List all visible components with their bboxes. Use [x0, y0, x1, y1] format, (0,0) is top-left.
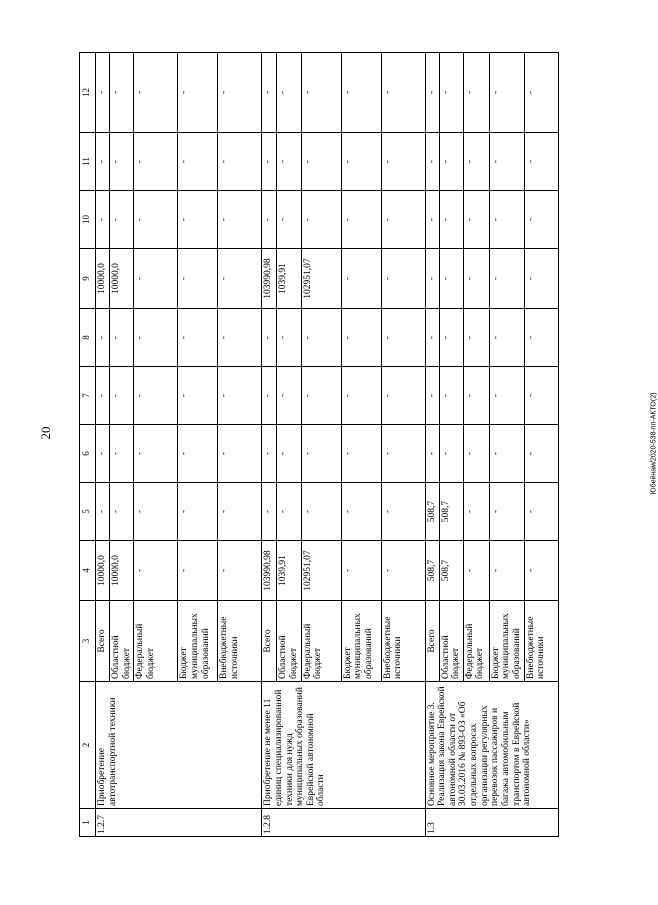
- amount-cell: -: [381, 191, 425, 249]
- funding-source: Областной бюджет: [110, 601, 134, 682]
- amount-cell: -: [134, 425, 178, 483]
- amount-cell: -: [439, 249, 463, 309]
- amount-cell: -: [262, 425, 277, 483]
- document-footer-code: Юбейнам/2020-538-пп-АКТО(2): [650, 392, 658, 495]
- funding-source: Федеральный бюджет: [134, 601, 178, 682]
- amount-cell: -: [110, 53, 134, 133]
- amount-cell: -: [439, 309, 463, 367]
- amount-cell: 103990,98: [262, 249, 277, 309]
- amount-cell: -: [524, 309, 558, 367]
- amount-cell: -: [301, 133, 341, 191]
- amount-cell: 102951,07: [301, 249, 341, 309]
- amount-cell: -: [439, 133, 463, 191]
- amount-cell: -: [425, 249, 439, 309]
- column-header: 1: [80, 809, 96, 837]
- table-row: [96, 53, 110, 837]
- amount-cell: -: [463, 53, 489, 133]
- amount-cell: 10000,0: [96, 541, 110, 601]
- amount-cell: -: [425, 133, 439, 191]
- amount-cell: -: [277, 309, 301, 367]
- amount-cell: -: [218, 425, 262, 483]
- rotated-table-area: [79, 53, 583, 837]
- funding-source: Бюджет муниципальных образований: [341, 601, 381, 682]
- amount-cell: -: [301, 191, 341, 249]
- amount-cell: -: [341, 249, 381, 309]
- amount-cell: -: [262, 53, 277, 133]
- amount-cell: -: [463, 367, 489, 425]
- item-name: Основное мероприятие 3. Реализация закона Еврейской автономной области от 30.03.2016 № 893-ОЗ «Об отдельных вопросах организации регулярных перевозок пассажиров и багажа автомобильным транспортом в Еврейской автономной области»: [425, 682, 558, 809]
- funding-source: Всего: [262, 601, 277, 682]
- amount-cell: -: [301, 309, 341, 367]
- amount-cell: -: [178, 133, 218, 191]
- table-row: [262, 53, 277, 837]
- amount-cell: -: [262, 483, 277, 541]
- column-header: 5: [80, 483, 96, 541]
- column-header: 11: [80, 133, 96, 191]
- amount-cell: -: [381, 483, 425, 541]
- amount-cell: -: [489, 133, 524, 191]
- amount-cell: -: [439, 53, 463, 133]
- amount-cell: 508,7: [425, 541, 439, 601]
- amount-cell: -: [262, 133, 277, 191]
- amount-cell: 10000,0: [96, 249, 110, 309]
- amount-cell: -: [96, 309, 110, 367]
- column-header: 7: [80, 367, 96, 425]
- item-name: Приобретение не менее 11 единиц специализированной техники для нужд муниципальных образований Еврейской автономной области: [262, 682, 425, 809]
- amount-cell: 1039,91: [277, 249, 301, 309]
- amount-cell: 508,7: [439, 541, 463, 601]
- column-header: 4: [80, 541, 96, 601]
- amount-cell: -: [277, 53, 301, 133]
- amount-cell: -: [178, 309, 218, 367]
- amount-cell: -: [524, 191, 558, 249]
- column-header: 10: [80, 191, 96, 249]
- amount-cell: -: [110, 133, 134, 191]
- column-header: 8: [80, 309, 96, 367]
- amount-cell: -: [218, 367, 262, 425]
- amount-cell: -: [178, 425, 218, 483]
- amount-cell: -: [134, 191, 178, 249]
- amount-cell: -: [341, 53, 381, 133]
- funding-source: Областной бюджет: [277, 601, 301, 682]
- amount-cell: -: [110, 367, 134, 425]
- amount-cell: -: [439, 191, 463, 249]
- amount-cell: -: [301, 425, 341, 483]
- amount-cell: -: [218, 541, 262, 601]
- amount-cell: -: [277, 133, 301, 191]
- amount-cell: -: [96, 367, 110, 425]
- amount-cell: -: [463, 191, 489, 249]
- amount-cell: -: [301, 367, 341, 425]
- funding-source: Бюджет муниципальных образований: [489, 601, 524, 682]
- amount-cell: -: [262, 309, 277, 367]
- amount-cell: -: [341, 191, 381, 249]
- amount-cell: -: [489, 191, 524, 249]
- item-number: 1.2.8: [262, 809, 425, 837]
- amount-cell: -: [277, 367, 301, 425]
- amount-cell: -: [524, 367, 558, 425]
- amount-cell: -: [110, 191, 134, 249]
- amount-cell: 102951,07: [301, 541, 341, 601]
- amount-cell: -: [178, 191, 218, 249]
- amount-cell: -: [178, 367, 218, 425]
- amount-cell: -: [524, 483, 558, 541]
- amount-cell: -: [381, 541, 425, 601]
- amount-cell: 103990,98: [262, 541, 277, 601]
- table-body: [96, 53, 559, 837]
- amount-cell: -: [341, 541, 381, 601]
- amount-cell: 10000,0: [110, 249, 134, 309]
- amount-cell: -: [463, 425, 489, 483]
- amount-cell: -: [134, 367, 178, 425]
- item-number: 1.3: [425, 809, 558, 837]
- amount-cell: -: [489, 483, 524, 541]
- amount-cell: -: [110, 309, 134, 367]
- amount-cell: -: [341, 309, 381, 367]
- amount-cell: -: [489, 367, 524, 425]
- amount-cell: -: [524, 425, 558, 483]
- amount-cell: -: [425, 53, 439, 133]
- amount-cell: -: [524, 249, 558, 309]
- amount-cell: -: [134, 53, 178, 133]
- amount-cell: -: [489, 53, 524, 133]
- column-header: 2: [80, 682, 96, 809]
- table-container: [79, 53, 583, 837]
- column-header: 9: [80, 249, 96, 309]
- amount-cell: -: [425, 309, 439, 367]
- funding-source: Внебюджетные источники: [524, 601, 558, 682]
- amount-cell: -: [277, 483, 301, 541]
- amount-cell: -: [110, 425, 134, 483]
- funding-source: Внебюджетные источники: [218, 601, 262, 682]
- amount-cell: -: [218, 133, 262, 191]
- amount-cell: -: [489, 249, 524, 309]
- amount-cell: -: [341, 367, 381, 425]
- header-row: [80, 53, 96, 837]
- amount-cell: -: [178, 483, 218, 541]
- amount-cell: 508,7: [439, 483, 463, 541]
- amount-cell: -: [301, 53, 341, 133]
- amount-cell: -: [218, 191, 262, 249]
- amount-cell: -: [218, 53, 262, 133]
- amount-cell: -: [262, 191, 277, 249]
- amount-cell: 10000,0: [110, 541, 134, 601]
- item-number: 1.2.7: [96, 809, 262, 837]
- funding-source: Областной бюджет: [439, 601, 463, 682]
- amount-cell: -: [489, 309, 524, 367]
- amount-cell: 1039,91: [277, 541, 301, 601]
- amount-cell: -: [463, 483, 489, 541]
- budget-table: [79, 52, 559, 837]
- funding-source: Федеральный бюджет: [301, 601, 341, 682]
- amount-cell: -: [489, 541, 524, 601]
- amount-cell: -: [425, 367, 439, 425]
- amount-cell: -: [218, 483, 262, 541]
- amount-cell: -: [463, 541, 489, 601]
- amount-cell: -: [463, 133, 489, 191]
- amount-cell: -: [439, 425, 463, 483]
- funding-source: Внебюджетные источники: [381, 601, 425, 682]
- table-row: [425, 53, 439, 837]
- amount-cell: -: [134, 133, 178, 191]
- amount-cell: -: [218, 249, 262, 309]
- amount-cell: -: [439, 367, 463, 425]
- amount-cell: -: [524, 53, 558, 133]
- amount-cell: -: [96, 191, 110, 249]
- page-number: 20: [38, 426, 53, 440]
- amount-cell: -: [178, 249, 218, 309]
- amount-cell: -: [463, 309, 489, 367]
- amount-cell: 508,7: [425, 483, 439, 541]
- amount-cell: -: [134, 483, 178, 541]
- amount-cell: -: [110, 483, 134, 541]
- amount-cell: -: [178, 53, 218, 133]
- amount-cell: -: [381, 133, 425, 191]
- amount-cell: -: [524, 541, 558, 601]
- funding-source: Всего: [425, 601, 439, 682]
- amount-cell: -: [301, 483, 341, 541]
- column-header: 3: [80, 601, 96, 682]
- amount-cell: -: [425, 425, 439, 483]
- item-name: Приобретение автотранспортной техники: [96, 682, 262, 809]
- amount-cell: -: [425, 191, 439, 249]
- amount-cell: -: [96, 53, 110, 133]
- funding-source: Всего: [96, 601, 110, 682]
- funding-source: Бюджет муниципальных образований: [178, 601, 218, 682]
- amount-cell: -: [96, 133, 110, 191]
- amount-cell: -: [341, 483, 381, 541]
- amount-cell: -: [489, 425, 524, 483]
- amount-cell: -: [381, 249, 425, 309]
- amount-cell: -: [134, 541, 178, 601]
- amount-cell: -: [277, 425, 301, 483]
- funding-source: Федеральный бюджет: [463, 601, 489, 682]
- amount-cell: -: [524, 133, 558, 191]
- amount-cell: -: [463, 249, 489, 309]
- amount-cell: -: [381, 367, 425, 425]
- column-header: 12: [80, 53, 96, 133]
- amount-cell: -: [96, 425, 110, 483]
- amount-cell: -: [381, 309, 425, 367]
- amount-cell: -: [218, 309, 262, 367]
- amount-cell: -: [381, 53, 425, 133]
- amount-cell: -: [381, 425, 425, 483]
- amount-cell: -: [277, 191, 301, 249]
- amount-cell: -: [178, 541, 218, 601]
- amount-cell: -: [262, 367, 277, 425]
- amount-cell: -: [341, 133, 381, 191]
- amount-cell: -: [134, 309, 178, 367]
- column-header: 6: [80, 425, 96, 483]
- amount-cell: -: [134, 249, 178, 309]
- amount-cell: -: [96, 483, 110, 541]
- amount-cell: -: [341, 425, 381, 483]
